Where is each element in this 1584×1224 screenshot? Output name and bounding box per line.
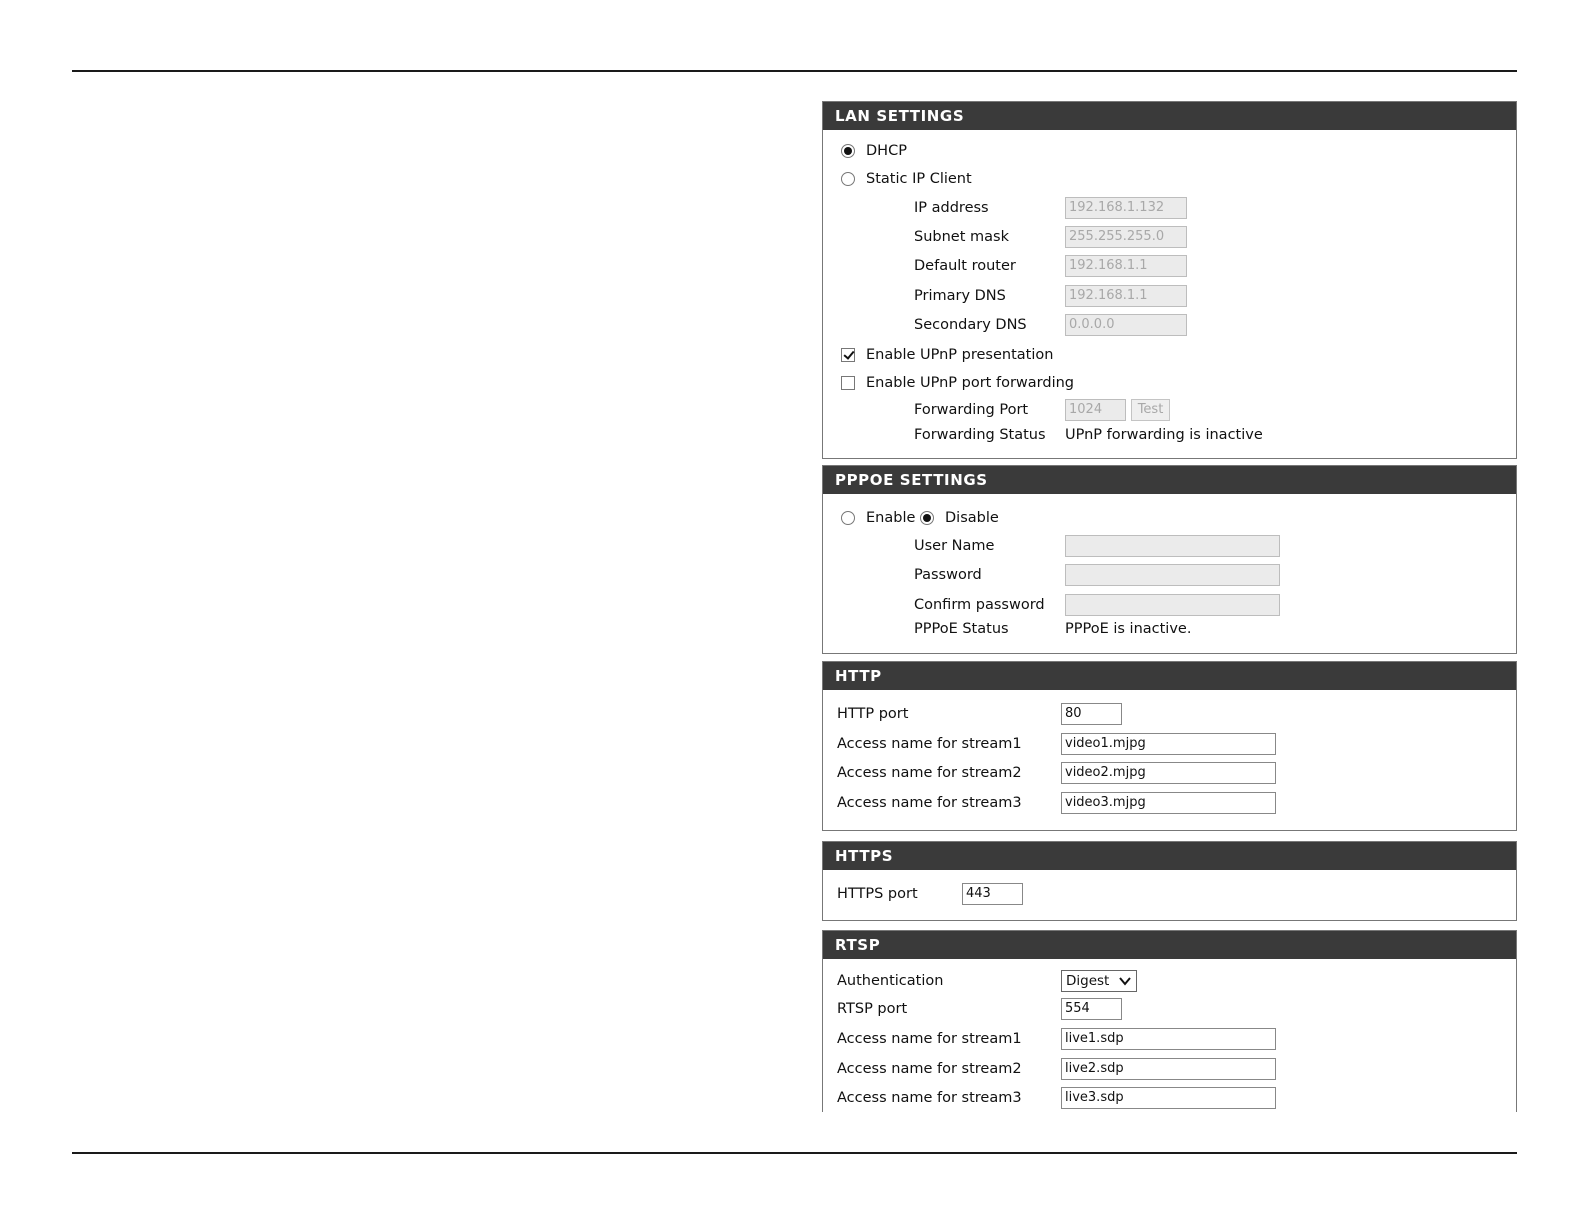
- pppoe-enable-radio[interactable]: [841, 511, 855, 525]
- test-button[interactable]: Test: [1131, 399, 1170, 421]
- pppoe-password-row: [823, 563, 1516, 587]
- pppoe-user-row: [823, 534, 1516, 558]
- ip-address-label: IP address: [914, 200, 989, 216]
- pppoe-confirm-label: Confirm password: [914, 597, 1045, 613]
- ip-address-input[interactable]: 192.168.1.132: [1065, 197, 1187, 219]
- https-section: [822, 841, 1517, 921]
- forwarding-port-input[interactable]: 1024: [1065, 399, 1126, 421]
- http-stream1-row: [823, 732, 1516, 756]
- upnp-presentation-row: [823, 343, 1516, 367]
- default-router-row: [823, 254, 1516, 278]
- rtsp-auth-value: Digest: [1066, 973, 1110, 989]
- pppoe-mode-row: [823, 506, 1516, 530]
- static-ip-label: Static IP Client: [866, 171, 972, 187]
- pppoe-disable-radio[interactable]: [920, 511, 934, 525]
- lan-settings-section: [822, 101, 1517, 459]
- http-stream3-row: [823, 791, 1516, 815]
- https-port-row: [823, 882, 1516, 906]
- rtsp-port-input[interactable]: 554: [1061, 998, 1122, 1020]
- secondary-dns-label: Secondary DNS: [914, 317, 1027, 333]
- upnp-presentation-label: Enable UPnP presentation: [866, 347, 1054, 363]
- primary-dns-row: [823, 284, 1516, 308]
- forwarding-status-row: [823, 423, 1516, 447]
- https-header: HTTPS: [823, 842, 1516, 870]
- forwarding-port-label: Forwarding Port: [914, 402, 1029, 418]
- forwarding-status-value: UPnP forwarding is inactive: [1065, 427, 1263, 443]
- static-ip-radio[interactable]: [841, 172, 855, 186]
- rtsp-stream3-label: Access name for stream3: [837, 1090, 1022, 1106]
- rtsp-stream2-input[interactable]: live2.sdp: [1061, 1058, 1276, 1080]
- http-port-row: [823, 702, 1516, 726]
- rtsp-stream1-row: [823, 1027, 1516, 1051]
- rtsp-stream1-label: Access name for stream1: [837, 1031, 1022, 1047]
- default-router-label: Default router: [914, 258, 1016, 274]
- secondary-dns-input[interactable]: 0.0.0.0: [1065, 314, 1187, 336]
- static-ip-row: [823, 167, 1516, 191]
- upnp-forwarding-label: Enable UPnP port forwarding: [866, 375, 1074, 391]
- http-stream1-label: Access name for stream1: [837, 736, 1022, 752]
- pppoe-password-input[interactable]: [1065, 564, 1280, 586]
- http-port-input[interactable]: 80: [1061, 703, 1122, 725]
- pppoe-settings-header: PPPOE SETTINGS: [823, 466, 1516, 494]
- primary-dns-input[interactable]: 192.168.1.1: [1065, 285, 1187, 307]
- lan-settings-header: LAN SETTINGS: [823, 102, 1516, 130]
- rtsp-header: RTSP: [823, 931, 1516, 959]
- bottom-rule: [72, 1152, 1517, 1154]
- http-stream1-input[interactable]: video1.mjpg: [1061, 733, 1276, 755]
- pppoe-status-row: [823, 617, 1516, 641]
- rtsp-auth-row: [823, 969, 1516, 993]
- pppoe-user-label: User Name: [914, 538, 995, 554]
- rtsp-port-row: [823, 997, 1516, 1021]
- ip-address-row: [823, 196, 1516, 220]
- subnet-mask-label: Subnet mask: [914, 229, 1009, 245]
- dhcp-label: DHCP: [866, 143, 907, 159]
- dhcp-radio[interactable]: [841, 144, 855, 158]
- http-stream3-label: Access name for stream3: [837, 795, 1022, 811]
- pppoe-confirm-input[interactable]: [1065, 594, 1280, 616]
- default-router-input[interactable]: 192.168.1.1: [1065, 255, 1187, 277]
- rtsp-stream2-label: Access name for stream2: [837, 1061, 1022, 1077]
- rtsp-stream3-row: [823, 1086, 1516, 1110]
- pppoe-settings-section: [822, 465, 1517, 654]
- upnp-presentation-checkbox[interactable]: [841, 348, 855, 362]
- pppoe-disable-label: Disable: [945, 510, 999, 526]
- pppoe-status-label: PPPoE Status: [914, 621, 1009, 637]
- subnet-mask-input[interactable]: 255.255.255.0: [1065, 226, 1187, 248]
- pppoe-password-label: Password: [914, 567, 982, 583]
- dhcp-row: [823, 139, 1516, 163]
- top-rule: [72, 70, 1517, 72]
- pppoe-confirm-row: [823, 593, 1516, 617]
- http-stream2-input[interactable]: video2.mjpg: [1061, 762, 1276, 784]
- rtsp-section: [822, 930, 1517, 1112]
- http-section: [822, 661, 1517, 831]
- http-port-label: HTTP port: [837, 706, 909, 722]
- chevron-down-icon: [1118, 974, 1132, 988]
- https-port-label: HTTPS port: [837, 886, 918, 902]
- rtsp-stream3-input[interactable]: live3.sdp: [1061, 1087, 1276, 1109]
- forwarding-status-label: Forwarding Status: [914, 427, 1046, 443]
- rtsp-auth-select[interactable]: [1061, 970, 1137, 992]
- http-stream3-input[interactable]: video3.mjpg: [1061, 792, 1276, 814]
- rtsp-stream2-row: [823, 1057, 1516, 1081]
- rtsp-auth-label: Authentication: [837, 973, 944, 989]
- pppoe-status-value: PPPoE is inactive.: [1065, 621, 1192, 637]
- rtsp-stream1-input[interactable]: live1.sdp: [1061, 1028, 1276, 1050]
- http-header: HTTP: [823, 662, 1516, 690]
- http-stream2-row: [823, 761, 1516, 785]
- pppoe-enable-label: Enable: [866, 510, 916, 526]
- https-port-input[interactable]: 443: [962, 883, 1023, 905]
- network-setup-panel: [822, 101, 1517, 1112]
- rtsp-port-label: RTSP port: [837, 1001, 908, 1017]
- primary-dns-label: Primary DNS: [914, 288, 1006, 304]
- pppoe-user-input[interactable]: [1065, 535, 1280, 557]
- upnp-forwarding-row: [823, 371, 1516, 395]
- http-stream2-label: Access name for stream2: [837, 765, 1022, 781]
- secondary-dns-row: [823, 313, 1516, 337]
- upnp-forwarding-checkbox[interactable]: [841, 376, 855, 390]
- subnet-mask-row: [823, 225, 1516, 249]
- forwarding-port-row: [823, 398, 1516, 422]
